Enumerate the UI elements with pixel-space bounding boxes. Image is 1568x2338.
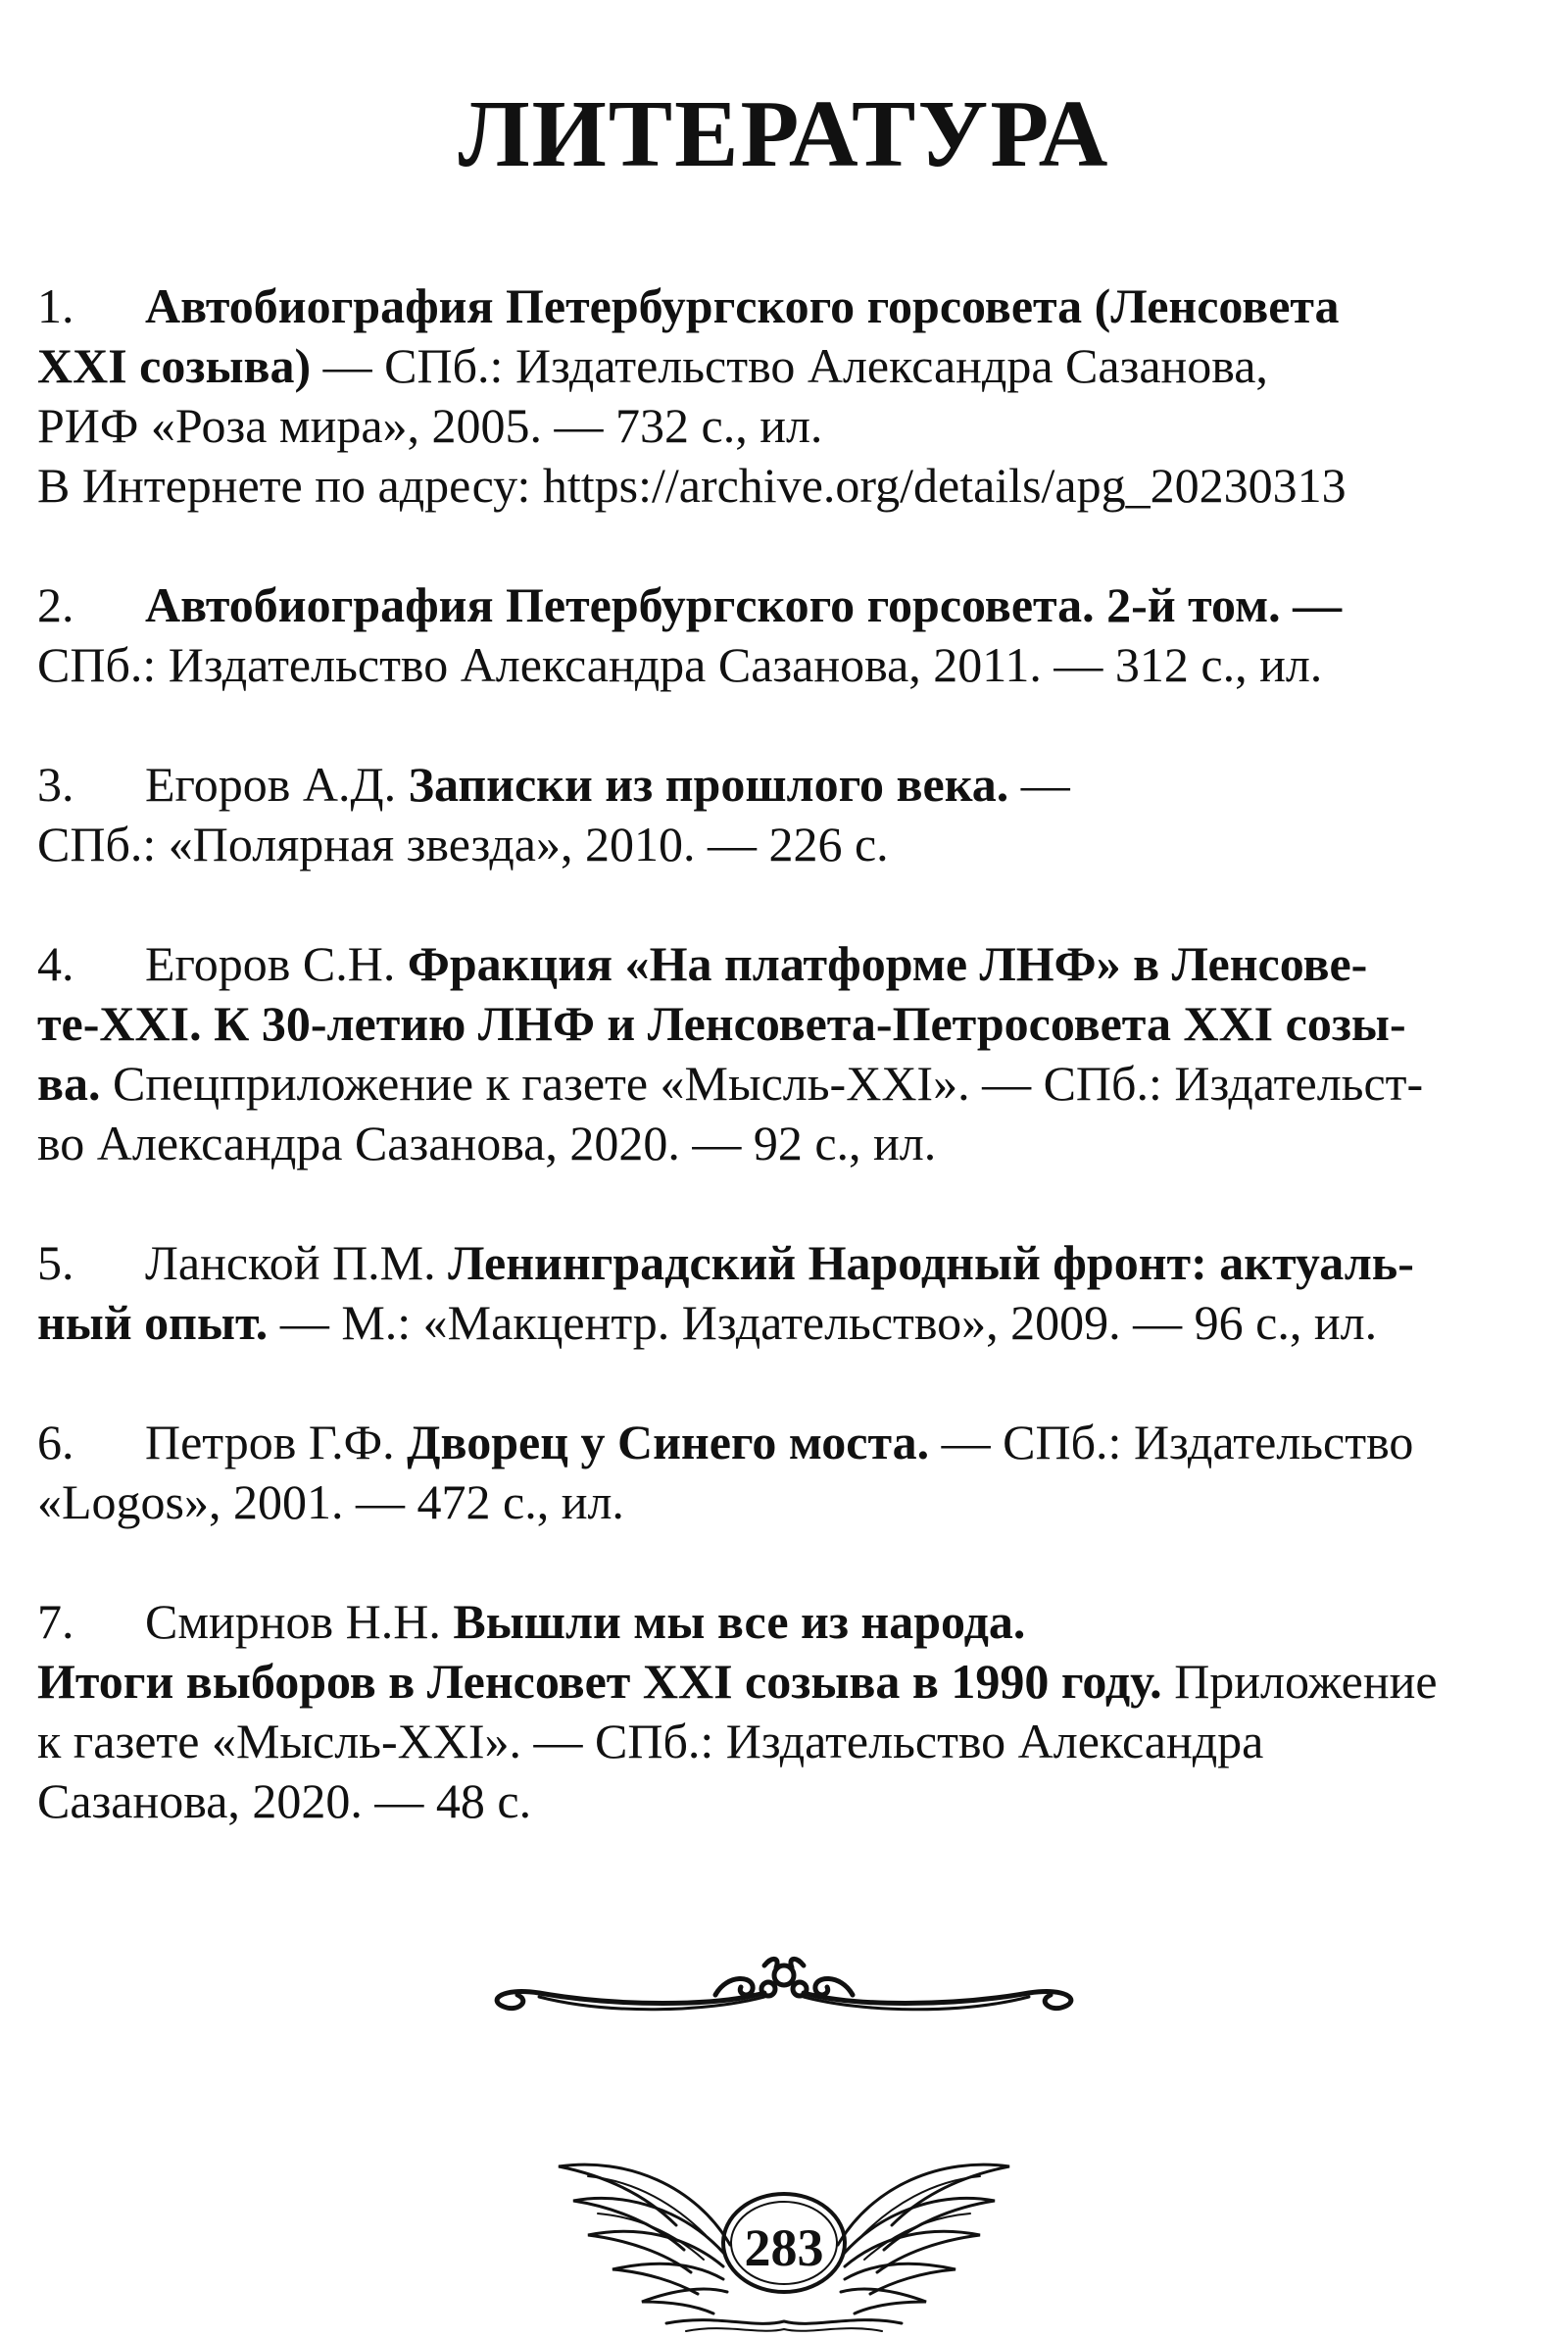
reference-item-4 [37, 934, 1537, 1173]
reference-title-cont: те-XXI. К 30-летию ЛНФ и Ленсовета-Петросовета XXI созы- [37, 996, 1406, 1051]
reference-author: Егоров А.Д. [145, 757, 409, 812]
reference-publisher: Приложение [1161, 1654, 1438, 1709]
reference-number: 1. [37, 278, 74, 333]
reference-title: Ленинградский Народный фронт: актуаль- [448, 1235, 1414, 1290]
reference-publisher: — СПб.: Издательство Александра Сазанова, [311, 338, 1268, 393]
reference-item-2 [37, 575, 1537, 695]
reference-url: В Интернете по адресу: https://archive.org/details/apg_20230313 [37, 458, 1347, 513]
reference-author: Смирнов Н.Н. [145, 1594, 454, 1649]
reference-details: РИФ «Роза мира», 2005. — 732 с., ил. [37, 398, 823, 453]
reference-title-cont: XXI созыва) [37, 338, 312, 393]
reference-number: 6. [37, 1415, 74, 1469]
reference-title: Автобиография Петербургского горсовета (Ленсовета [145, 278, 1340, 333]
reference-details: к газете «Мысль-XXI». — СПб.: Издательство Александра [37, 1714, 1264, 1768]
page-number: 283 [744, 2218, 824, 2277]
reference-list [37, 276, 1537, 1891]
reference-title-end: ва. [37, 1056, 101, 1111]
reference-publisher: СПб.: «Полярная звезда», 2010. — 226 с. [37, 817, 889, 871]
reference-number: 2. [37, 577, 74, 632]
reference-item-6 [37, 1413, 1537, 1532]
reference-publisher: Спецприложение к газете «Мысль-XXI». — СПб.: Издательст- [100, 1056, 1424, 1111]
reference-details-end: Сазанова, 2020. — 48 с. [37, 1773, 532, 1828]
reference-publisher: СПб.: Издательство Александра Сазанова, 2011. — 312 с., ил. [37, 637, 1323, 692]
reference-item-3 [37, 755, 1537, 874]
reference-author: Ланской П.М. [145, 1235, 449, 1290]
reference-number: 4. [37, 936, 74, 991]
reference-author: Егоров С.Н. [145, 936, 408, 991]
reference-number: 7. [37, 1594, 74, 1649]
reference-title: Вышли мы все из народа. [453, 1594, 1026, 1649]
reference-title: Фракция «На платформе ЛНФ» в Ленсове- [407, 936, 1368, 991]
reference-item-7 [37, 1592, 1537, 1831]
reference-item-1 [37, 276, 1537, 516]
reference-item-5 [37, 1233, 1537, 1353]
reference-author: Петров Г.Ф. [145, 1415, 408, 1469]
reference-title-cont: Итоги выборов в Ленсовет XXI созыва в 1990 году. [37, 1654, 1162, 1709]
reference-number: 5. [37, 1235, 74, 1290]
reference-details: «Logos», 2001. — 472 с., ил. [37, 1474, 624, 1529]
reference-title: Записки из прошлого века. [408, 757, 1009, 812]
reference-title-cont: ный опыт. [37, 1295, 269, 1350]
reference-dash: — [1008, 757, 1070, 812]
flourish-divider-icon [470, 1946, 1098, 2024]
reference-details: во Александра Сазанова, 2020. — 92 с., ил. [37, 1116, 937, 1170]
reference-number: 3. [37, 757, 74, 812]
reference-title: Автобиография Петербургского горсовета. 2-й том. — [145, 577, 1343, 632]
reference-publisher: — СПб.: Издательство [929, 1415, 1414, 1469]
reference-publisher: — М.: «Макцентр. Издательство», 2009. — 96 с., ил. [268, 1295, 1378, 1350]
reference-title: Дворец у Синего моста. [407, 1415, 930, 1469]
page-title: ЛИТЕРАТУРА [458, 81, 1110, 187]
